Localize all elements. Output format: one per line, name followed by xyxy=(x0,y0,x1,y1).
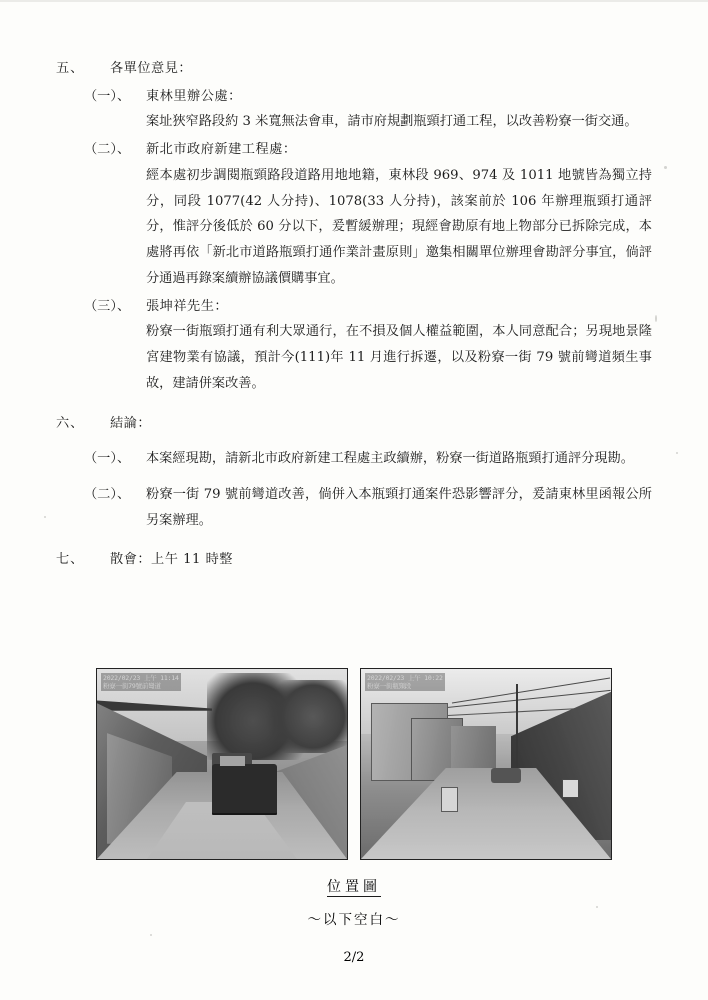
photo-timestamp-line2: 粉寮一街79號前彎道 xyxy=(103,682,161,691)
subsection-6-1 xyxy=(84,446,652,472)
photo-timestamp-line1: 2022/02/23 上午 11:14 xyxy=(103,674,179,682)
photo-parked-car xyxy=(491,768,521,783)
photo-tree-secondary xyxy=(262,680,347,752)
subsection-number: （三）、 xyxy=(84,298,131,314)
photo-open-road xyxy=(360,668,612,860)
photo-row xyxy=(96,668,612,860)
section-number: 六、 xyxy=(56,415,85,431)
photo-timestamp-overlay xyxy=(101,673,181,691)
section-title: 散會：上午 11 時整 xyxy=(110,552,233,568)
photo-truck-window xyxy=(220,756,245,766)
subsection-heading: 張坤祥先生： xyxy=(146,298,229,314)
subsection-6-2-paragraph: 粉寮一街 79 號前彎道改善，倘併入本瓶頸打通案件恐影響評分，爰請東林里函報公所另案辦理。 xyxy=(146,487,652,528)
subsection-5-3 xyxy=(84,294,652,320)
section-heading-5 xyxy=(56,56,652,82)
blank-below-note: ～以下空白～ xyxy=(307,912,401,928)
photo-timestamp-line1: 2022/02/23 上午 10:22 xyxy=(367,674,443,682)
photo-caption xyxy=(0,876,708,896)
photo-road-sign xyxy=(562,779,579,798)
photo-truck-body xyxy=(212,764,277,813)
subsection-5-1 xyxy=(84,84,652,110)
page-number: 2/2 xyxy=(343,950,365,965)
section-heading-7 xyxy=(56,547,652,573)
section-title: 結論： xyxy=(110,415,152,431)
section-heading-6 xyxy=(56,411,652,437)
subsection-5-2-paragraph: 經本處初步調閱瓶頸路段道路用地地籍，東林段 969、974 及 1011 地號皆為獨立持分，同段 1077(42 人分持)、1078(33 人分持)，該案前於 106 年辦理瓶頸打通評分，惟評分後低於 60 分以下，爰暫緩辦理；現經會勘原有地上物部分已拆除完成，本處將再依「新北市道路瓶頸打通作業計畫原則」邀集相關單位辦理會勘評分事宜，倘評分通過再錄案續辦協議價購事宜。 xyxy=(146,167,652,286)
subsection-5-1-paragraph: 案址狹窄路段約 3 米寬無法會車，請市府規劃瓶頸打通工程，以改善粉寮一街交通。 xyxy=(146,114,638,130)
photo-road-barrier xyxy=(441,787,458,812)
subsection-heading: 東林里辦公處： xyxy=(146,88,242,104)
photo-timestamp-overlay xyxy=(365,673,445,691)
subsection-number: （二）、 xyxy=(84,142,131,158)
section-number: 七、 xyxy=(56,552,85,568)
section-number: 五、 xyxy=(56,61,85,76)
photo-caption-text: 位置圖 xyxy=(327,879,381,895)
subsection-5-3-paragraph: 粉寮一街瓶頸打通有利大眾通行，在不損及個人權益範圍，本人同意配合；另現地景隆宮建物業有協議，預計今(111)年 11 月進行拆遷，以及粉寮一街 79 號前彎道頻生事故，建請併案改善。 xyxy=(146,324,652,391)
subsection-number: （一）、 xyxy=(84,451,131,467)
subsection-number: （一）、 xyxy=(84,88,131,104)
subsection-6-1-paragraph: 本案經現勘，請新北市政府新建工程處主政續辦，粉寮一街道路瓶頸打通評分現勘。 xyxy=(146,451,634,467)
photo-narrow-lane xyxy=(96,668,348,860)
subsection-6-2 xyxy=(84,482,652,533)
subsection-5-2 xyxy=(84,137,652,163)
section-title: 各單位意見： xyxy=(110,61,193,76)
subsection-number: （二）、 xyxy=(84,487,131,503)
photo-timestamp-line2: 粉寮一街瓶頸段 xyxy=(367,682,412,691)
subsection-heading: 新北市政府新建工程處： xyxy=(146,142,297,158)
